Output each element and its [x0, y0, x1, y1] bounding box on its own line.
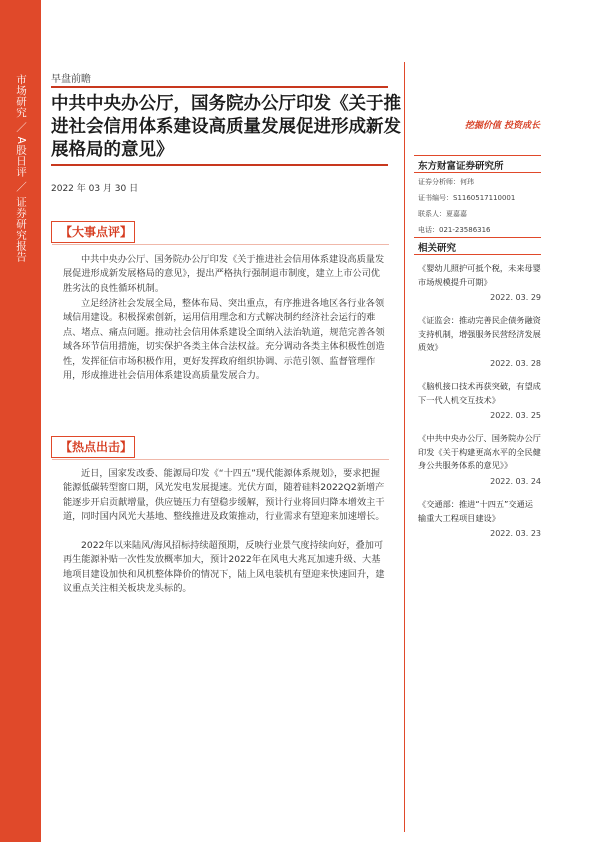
company-bottom-rule	[414, 172, 541, 173]
events-paragraph-1: 中共中央办公厅、国务院办公厅印发《关于推进社会信用体系建设高质量发展促进形成新发展格局的意见》，提出严格执行强制退市制度，建立上市公司优胜劣汰的良性循环机制。	[63, 254, 385, 294]
related-item-title: 《交通部：推进“十四五”交通运输重大工程项目建设》	[418, 498, 533, 523]
related-item-date: 2022. 03. 28	[490, 358, 541, 368]
events-paragraph-2: 立足经济社会发展全局，整体布局、突出重点，有序推进各地区各行业各领域信用建设。积极探索创新，运用信用理念和方式解决制约经济社会运行的难点、堵点、痛点问题。推动社会信用体系建设全面纳入法治轨道，规范完善各领域各环节信用措施，切实保护各类主体合法权益。充分调动各类主体积极性创造性，发挥征信市场积极作用，更好发挥政府组织协调、示范引领、监督管理作用，形成推进社会信用体系建设高质量发展合力。	[63, 298, 385, 382]
page-title: 中共中央办公厅，国务院办公厅印发《关于推进社会信用体系建设高质量发展促进形成新发展格局的意见》	[51, 94, 401, 160]
slogan: 挖掘价值 投资成长	[464, 121, 540, 131]
contact-person: 联系人：夏嘉嘉	[418, 210, 467, 218]
related-item-title: 《婴幼儿照护可抵个税，未来母婴市场规模提升可期》	[418, 263, 541, 287]
related-item-title: 《证监会：推动完善民企债务融资支持机制，增强服务民营经济发展质效》	[418, 315, 541, 353]
related-item-date: 2022. 03. 23	[490, 529, 541, 539]
related-item[interactable]	[418, 262, 541, 303]
section-heading-hotspots: 【热点出击】	[51, 436, 135, 458]
related-item-title: 《中共中央办公厅、国务院办公厅印发《关于构建更高水平的全民健身公共服务体系的意见》》	[418, 433, 541, 471]
company-top-rule	[414, 155, 541, 156]
related-item[interactable]	[418, 498, 541, 539]
side-category-label: 市场研究 ／ A股日评 ／ 证券研究报告	[15, 74, 27, 263]
section-heading-events: 【大事点评】	[51, 221, 135, 243]
related-bottom-rule	[414, 254, 541, 255]
related-item-date: 2022. 03. 24	[490, 476, 541, 486]
related-item[interactable]	[418, 314, 541, 369]
title-top-rule	[51, 86, 388, 88]
certificate-number: 证书编号：S1160517110001	[418, 194, 516, 202]
column-divider	[404, 62, 405, 832]
related-research-list	[418, 262, 541, 550]
title-bottom-rule	[51, 164, 388, 166]
report-type-label: 早盘前瞻	[51, 74, 91, 85]
contact-phone: 电话：021-23586316	[418, 226, 491, 234]
related-item[interactable]	[418, 432, 541, 487]
related-item[interactable]	[418, 380, 541, 421]
report-date: 2022 年 03 月 30 日	[51, 184, 139, 194]
related-item-date: 2022. 03. 29	[490, 293, 541, 303]
related-top-rule	[414, 237, 541, 238]
hotspots-paragraph-1: 近日，国家发改委、能源局印发《“十四五”现代能源体系规划》，要求把握能源低碳转型窗口期，风光发电发展提速。光伏方面，随着硅料2022Q2新增产能逐步开启贡献增量，供应链压力有望稳步缓解，预计行业将回归降本增效主干道，同时国内风光大基地、整线推进及政策推动，行业需求有望迎来加速增长。	[63, 468, 385, 523]
analyst-name: 证券分析师：何玮	[418, 178, 474, 186]
related-research-heading: 相关研究	[418, 243, 457, 254]
side-color-bar	[0, 0, 41, 842]
research-company: 东方财富证券研究所	[418, 161, 504, 172]
related-item-title: 《脑机接口技术再获突破，有望成下一代人机交互技术》	[418, 380, 541, 405]
hotspots-paragraph-2: 2022年以来陆风/海风招标持续超预期，反映行业景气度持续向好，叠加可再生能源补贴一次性发放概率加大，预计2022年在风电大兆瓦加速升级、大基地项目建设加快和风机整体降价的情况下，陆上风电装机有望迎来快速回升，建议重点关注相关板块龙头标的。	[63, 540, 385, 595]
related-item-date: 2022. 03. 25	[490, 411, 541, 421]
